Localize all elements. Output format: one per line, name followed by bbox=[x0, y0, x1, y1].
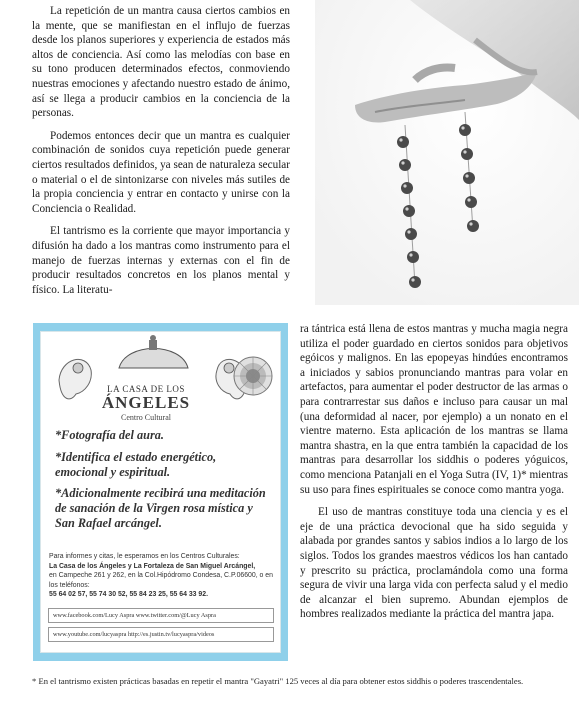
ad-info-address: en Campeche 261 y 262, en la Col.Hipódromo Condesa, C.P.06600, o en los teléfonos: bbox=[49, 572, 273, 589]
ad-bullet: *Adicionalmente recibirá una meditación de sanación de la Virgen rosa mística y San Rafael arcángel. bbox=[55, 486, 266, 530]
footnote: * En el tantrismo existen prácticas basadas en repetir el mantra "Gayatri" 125 veces al día para obtener estos siddhis o poderes trascendentales. bbox=[32, 676, 524, 686]
right-text-column bbox=[300, 322, 568, 630]
ad-links bbox=[48, 604, 274, 642]
ad-bullet: *Identifica el estado energético, emocional y espiritual. bbox=[55, 449, 217, 479]
ad-title-line1: LA CASA DE LOS bbox=[107, 384, 185, 394]
ad-title-line3: Centro Cultural bbox=[121, 413, 171, 422]
advertisement-card bbox=[40, 331, 281, 653]
ad-links-row1: www.facebook.com/Lucy Aspra www.twitter.com/@Lucy Aspra bbox=[48, 608, 274, 623]
paragraph: ra tántrica está llena de estos mantras y mucha magia negra utiliza el poder guardado en ciertos sonidos para objetivos egóicos y malignos. En las epopeyas hindúes encontramos a iniciados y sabios pronunciando mantras para volar en artefactos, para aumentar el poder destructor de las armas o para contrarrestar sus daños e incluso para causar un mal (una deformidad al nacer, por ejemplo) a un nonato en el vientre materno. Esta aplicación de los mantras se llama mantra shastra, en la que entra también la capacidad de los mantras para desarrollar los siddhis o poderes yóguicos, como menciona Patanjali en el Yoga Sutra (IV, 1)* mientras su uso para fines espirituales se conoce como mantra yoga. bbox=[300, 323, 568, 496]
left-text-column bbox=[32, 4, 290, 305]
ad-info-intro: Para informes y citas, le esperamos en los Centros Culturales: bbox=[49, 553, 240, 560]
ad-info-centers: La Casa de los Ángeles y La Fortaleza de San Miguel Arcángel, bbox=[49, 562, 256, 570]
paragraph: El uso de mantras constituye toda una ciencia y es el eje de una práctica devocional que ha sido seguida y alabada por grandes santos y sabios indios a lo largo de los siglos. Todos los grandes maestros védicos los han cantado y prescrito su práctica, proclamándola como una forma segura de vivir una larga vida con perfecta salud y el medio de alcanzar el bien supremo. Abundan ejemplos de hombres realizados mediante la práctica del mantra japa. bbox=[300, 506, 568, 621]
paragraph: Podemos entonces decir que un mantra es cualquier combinación de sonidos cuya repetición puede generar ciertos resultados definidos, ya sean de naturaleza secular o material o el de sintonizarse con niveles más sutiles de la propia conciencia y entrar en contacto y unirse con la Conciencia o Realidad. bbox=[32, 129, 290, 215]
paragraph: El tantrismo es la corriente que mayor importancia y difusión ha dado a los mantras como instrumento para el manejo de fuerzas internas y externas con el fin de producir resultados concretos en los planos mental y físico. La literatu- bbox=[32, 225, 290, 296]
ad-links-row2: www.youtube.com/lucyaspra http://es.justin.tv/lucyaspra/videos bbox=[48, 627, 274, 642]
rosary-hand-photo bbox=[315, 0, 579, 305]
advertisement-box bbox=[33, 323, 288, 661]
ad-contact-info bbox=[49, 552, 279, 600]
paragraph: La repetición de un mantra causa ciertos cambios en la mente, que se manifiestan en el influjo de fuerzas desde los planos superiores y experiencia de estados más altos de conciencia. Así como las melodías con base en su tono producen determinados efectos, conmoviendo nuestras emociones y afectando nuestro estado de ánimo, así se llega a producir cambios en la conciencia de la personas. bbox=[32, 5, 290, 120]
ad-bullet: *Fotografía del aura. bbox=[55, 428, 164, 442]
ad-title-line2: ÁNGELES bbox=[101, 393, 191, 412]
ad-info-phones: 55 64 02 57, 55 74 30 52, 55 84 23 25, 55 64 33 92. bbox=[49, 591, 209, 599]
ad-bullets bbox=[55, 428, 270, 538]
